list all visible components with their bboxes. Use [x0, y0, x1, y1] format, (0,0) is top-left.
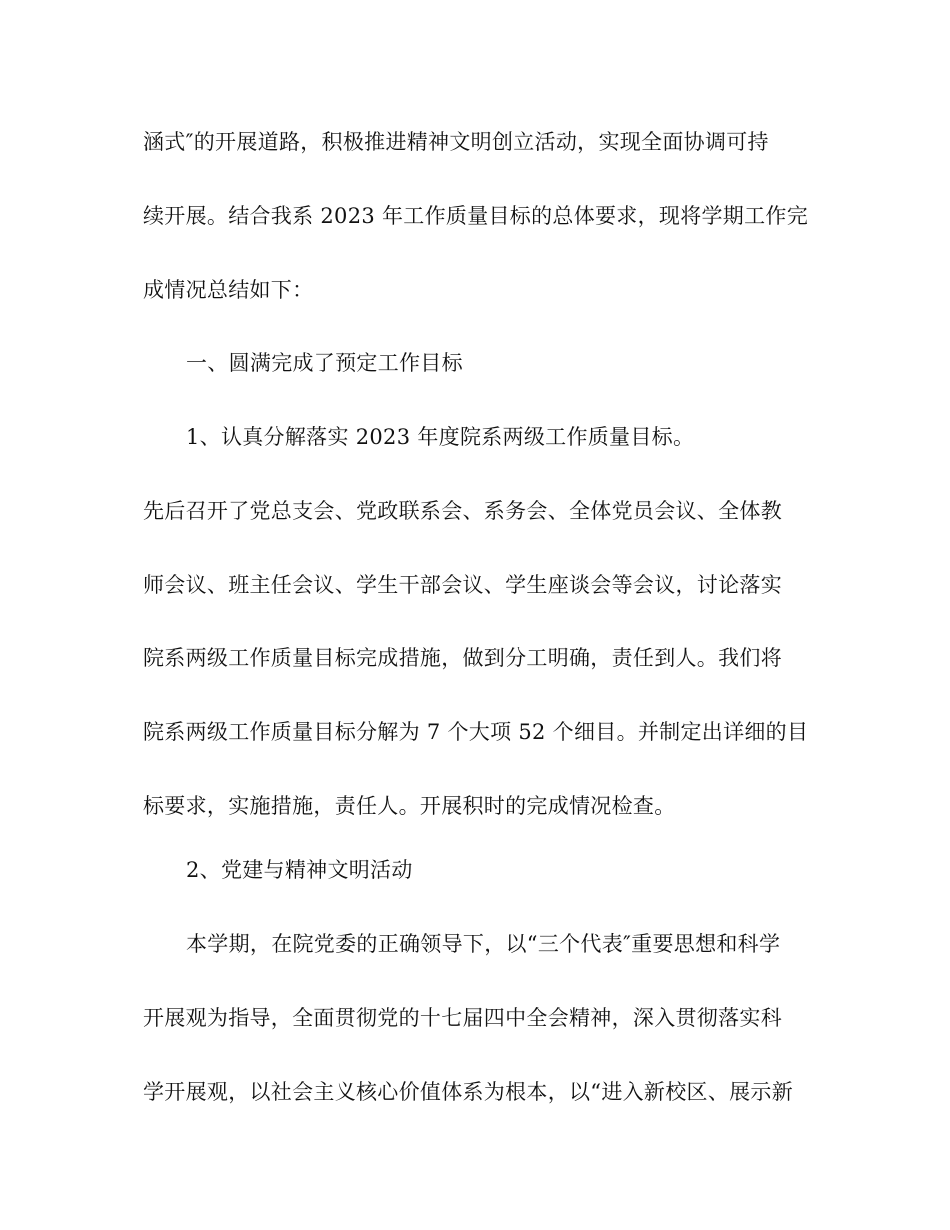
paragraph-line: 院系两级工作质量目标完成措施，做到分工明确，责任到人。我们将	[143, 646, 782, 670]
section-heading: 一、圆满完成了预定工作目标	[186, 351, 463, 375]
paragraph-line: 续开展。结合我系 2023 年工作质量目标的总体要求，现将学期工作完	[143, 204, 808, 228]
paragraph-line: 师会议、班主任会议、学生干部会议、学生座谈会等会议，讨论落实	[143, 573, 782, 597]
paragraph-line: 先后召开了党总支会、党政联系会、系务会、全体党员会议、全体教	[143, 499, 782, 523]
paragraph-line: 成情况总结如下：	[143, 278, 314, 302]
subsection-heading: 1、认真分解落实 2023 年度院系两级工作质量目标。	[186, 425, 695, 449]
paragraph-line: 涵式″的开展道路，积极推进精神文明创立活动，实现全面协调可持	[143, 130, 769, 154]
subsection-heading: 2、党建与精神文明活动	[186, 858, 413, 882]
paragraph-line: 院系两级工作质量目标分解为 7 个大项 52 个细目。并制定出详细的目	[143, 720, 809, 744]
paragraph-line: 开展观为指导，全面贯彻党的十七届四中全会精神，深入贯彻落实科	[143, 1006, 782, 1030]
paragraph-line: 标要求，实施措施，责任人。开展积时的完成情况检查。	[143, 794, 676, 818]
paragraph-line: 本学期，在院党委的正确领导下，以“三个代表″重要思想和科学	[186, 932, 781, 956]
paragraph-line: 学开展观，以社会主义核心价值体系为根本，以“进入新校区、展示新	[143, 1080, 794, 1104]
